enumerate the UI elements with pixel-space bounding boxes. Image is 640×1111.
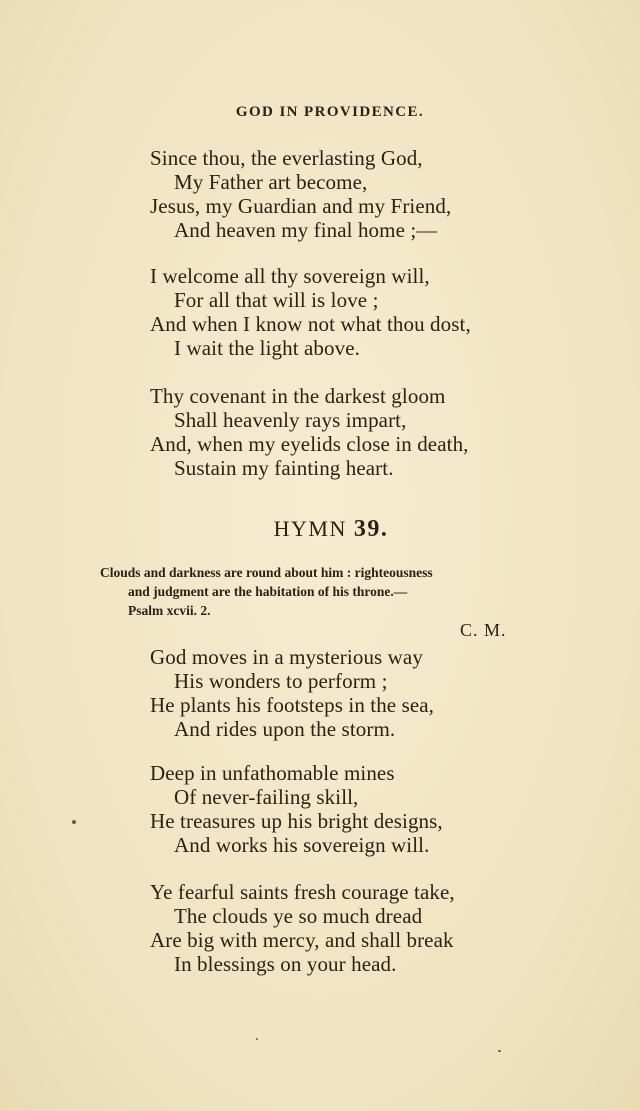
meter-mark: C. M. [460, 620, 507, 640]
stanza [150, 264, 471, 360]
verse-line: Of never-failing skill, [174, 785, 359, 809]
epigraph-citation: Psalm xcvii. 2. [128, 603, 211, 618]
verse-line: I welcome all thy sovereign will, [150, 264, 430, 288]
verse-line: And heaven my final home ;— [174, 218, 438, 242]
verse-line: He treasures up his bright designs, [150, 809, 443, 833]
paper-speck [256, 1038, 258, 1040]
verse-line: Since thou, the everlasting God, [150, 146, 423, 170]
verse-line: The clouds ye so much dread [174, 904, 423, 928]
epigraph-line: and judgment are the habitation of his throne.— [128, 584, 408, 599]
stanza [150, 761, 443, 857]
hymn-label: HYMN [273, 516, 347, 541]
verse-line: Jesus, my Guardian and my Friend, [150, 194, 452, 218]
verse-line: And rides upon the storm. [174, 717, 396, 741]
stanza [150, 880, 455, 976]
verse-line: God moves in a mysterious way [150, 645, 423, 669]
hymn-title [0, 516, 640, 543]
verse-line: For all that will is love ; [174, 288, 379, 312]
verse-line: And, when my eyelids close in death, [150, 432, 469, 456]
epigraph [100, 563, 530, 620]
verse-line: Are big with mercy, and shall break [150, 928, 454, 952]
verse-line: Sustain my fainting heart. [174, 456, 394, 480]
stanza [150, 384, 469, 480]
verse-line: I wait the light above. [174, 336, 360, 360]
stanza [150, 146, 451, 242]
stanza [150, 645, 434, 741]
verse-line: And works his sovereign will. [174, 833, 430, 857]
verse-line: My Father art become, [174, 170, 368, 194]
verse-line: In blessings on your head. [174, 952, 397, 976]
verse-line: His wonders to perform ; [174, 669, 388, 693]
verse-line: Thy covenant in the darkest gloom [150, 384, 446, 408]
paper-speck [72, 820, 76, 824]
verse-line: Shall heavenly rays impart, [174, 408, 407, 432]
paper-speck [498, 1050, 501, 1052]
verse-line: He plants his footsteps in the sea, [150, 693, 435, 717]
verse-line: Ye fearful saints fresh courage take, [150, 880, 455, 904]
running-head: GOD IN PROVIDENCE. [235, 104, 425, 120]
hymn-number: 39. [353, 516, 389, 542]
verse-line: And when I know not what thou dost, [150, 312, 471, 336]
verse-line: Deep in unfathomable mines [150, 761, 395, 785]
epigraph-line: Clouds and darkness are round about him : righteousness [100, 565, 433, 580]
